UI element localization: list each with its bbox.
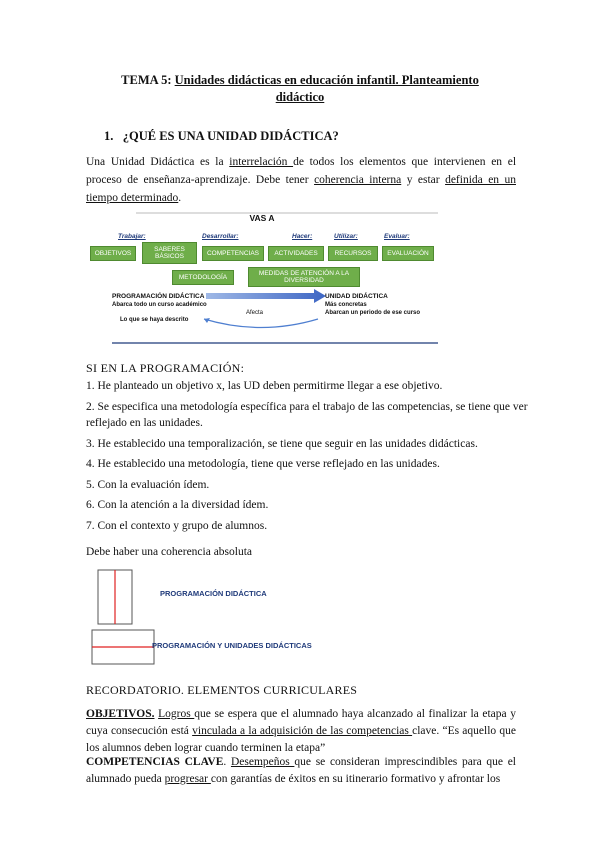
programming-heading: SI EN LA PROGRAMACIÓN: bbox=[86, 361, 245, 375]
coherence-label-1: PROGRAMACIÓN DIDÁCTICA bbox=[160, 589, 267, 598]
competences-label: COMPETENCIAS CLAVE bbox=[86, 756, 224, 768]
list-item: 6. Con la atención a la diversidad ídem. bbox=[86, 499, 269, 511]
comp-text-2: con garantías de éxitos en su itinerario formativo y afrontar los bbox=[210, 773, 501, 785]
label-trabajar: Trabajar: bbox=[118, 233, 146, 240]
title-line1: Unidades didácticas en educación infantil. Planteamiento bbox=[174, 73, 479, 87]
box-saberes-basicos: SABERES BÁSICOS bbox=[142, 242, 197, 264]
label-desarrollar: Desarrollar: bbox=[202, 233, 239, 240]
section-heading bbox=[104, 129, 339, 144]
programacion-sub: Abarca todo un curso académico bbox=[112, 302, 207, 308]
described-text: Lo que se haya descrito bbox=[120, 317, 189, 323]
box-objetivos: OBJETIVOS bbox=[90, 246, 136, 261]
document-title bbox=[0, 72, 600, 89]
intro-underline-3: definida en un tiempo determinado bbox=[86, 174, 516, 204]
box-atencion-diversidad: MEDIDAS DE ATENCIÓN A LA DIVERSIDAD bbox=[248, 267, 360, 287]
unidad-sub2: Abarcan un periodo de ese curso bbox=[325, 310, 421, 316]
section-heading-text: ¿QUÉ ES UNA UNIDAD DIDÁCTICA? bbox=[122, 129, 339, 143]
obj-underline-2: vinculada a la adquisición de las competencias bbox=[192, 725, 413, 737]
box-recursos: RECURSOS bbox=[328, 246, 378, 261]
coherence-text: Debe haber una coherencia absoluta bbox=[86, 546, 253, 558]
competences-paragraph bbox=[86, 754, 516, 788]
affects-text: Afecta bbox=[246, 310, 264, 316]
box-competencias: COMPETENCIAS bbox=[202, 246, 264, 261]
list-item: 2. Se especifica una metodología específica para el trabajo de las competencias, se tiene que ver bbox=[86, 401, 528, 413]
coherence-figure bbox=[86, 566, 320, 666]
objectives-label: OBJETIVOS. bbox=[86, 708, 155, 720]
curved-arrow-icon bbox=[204, 319, 318, 328]
intro-text-2: de todos los elementos que intervienen en el proceso de enseñanza-aprendizaje. Debe tener bbox=[86, 156, 517, 186]
coherence-label-2: PROGRAMACIÓN Y UNIDADES DIDÁCTICAS bbox=[152, 641, 312, 650]
unit-diagram bbox=[86, 206, 438, 344]
comp-text-0: . bbox=[223, 756, 231, 768]
box-actividades: ACTIVIDADES bbox=[268, 246, 324, 261]
comp-underline-2: progresar bbox=[164, 773, 211, 785]
arrow-right-icon bbox=[206, 289, 326, 303]
coherence-diagram bbox=[86, 566, 320, 666]
list-item: 7. Con el contexto y grupo de alumnos. bbox=[86, 520, 268, 532]
label-evaluar: Evaluar: bbox=[384, 233, 410, 240]
list-item: 4. He establecido una metodología, tiene que verse reflejado en las unidades. bbox=[86, 458, 440, 470]
unidad-label: UNIDAD DIDÁCTICA bbox=[325, 293, 388, 300]
list-item: 5. Con la evaluación ídem. bbox=[86, 479, 210, 491]
label-hacer: Hacer: bbox=[292, 233, 313, 240]
list-item: 3. He establecido una temporalización, se tiene que seguir en las unidades didácticas. bbox=[86, 438, 478, 450]
intro-underline-1: interrelación bbox=[229, 156, 294, 168]
comp-text-1: que se consideran imprescindibles para que el alumnado pueda bbox=[86, 756, 517, 785]
reminder-heading: RECORDATORIO. ELEMENTOS CURRICULARES bbox=[86, 683, 358, 697]
intro-text-1: Una Unidad Didáctica es la bbox=[86, 156, 230, 168]
intro-paragraph bbox=[86, 153, 516, 207]
label-utilizar: Utilizar: bbox=[334, 233, 358, 240]
obj-text-2: clave. “Es aquello que los alumnos deben lograr cuando terminen la etapa” bbox=[86, 725, 516, 754]
intro-text-4: . bbox=[178, 192, 182, 204]
unidad-sub1: Más concretas bbox=[325, 302, 367, 308]
diagram-title: VAS A bbox=[249, 213, 275, 223]
intro-text-3: y estar bbox=[401, 174, 446, 186]
list-item-continuation: reflejado en las unidades. bbox=[86, 417, 203, 429]
title-prefix: TEMA 5: bbox=[121, 73, 175, 87]
intro-underline-2: coherencia interna bbox=[314, 174, 402, 186]
list-item: 1. He planteado un objetivo x, las UD deben permitirme llegar a ese objetivo. bbox=[86, 380, 443, 392]
objectives-paragraph bbox=[86, 706, 516, 757]
box-metodologia: METODOLOGÍA bbox=[172, 270, 234, 285]
programacion-label: PROGRAMACIÓN DIDÁCTICA bbox=[112, 293, 205, 300]
title-line2: didáctico bbox=[275, 90, 325, 104]
obj-text-1: que se espera que el alumnado haya alcanzado al finalizar la etapa y cuya consecución está bbox=[86, 708, 516, 737]
box-evaluacion: EVALUACIÓN bbox=[382, 246, 434, 261]
section-number: 1. bbox=[104, 129, 114, 143]
comp-underline-1: Desempeños bbox=[230, 756, 295, 768]
obj-underline-1: Logros bbox=[158, 708, 195, 720]
